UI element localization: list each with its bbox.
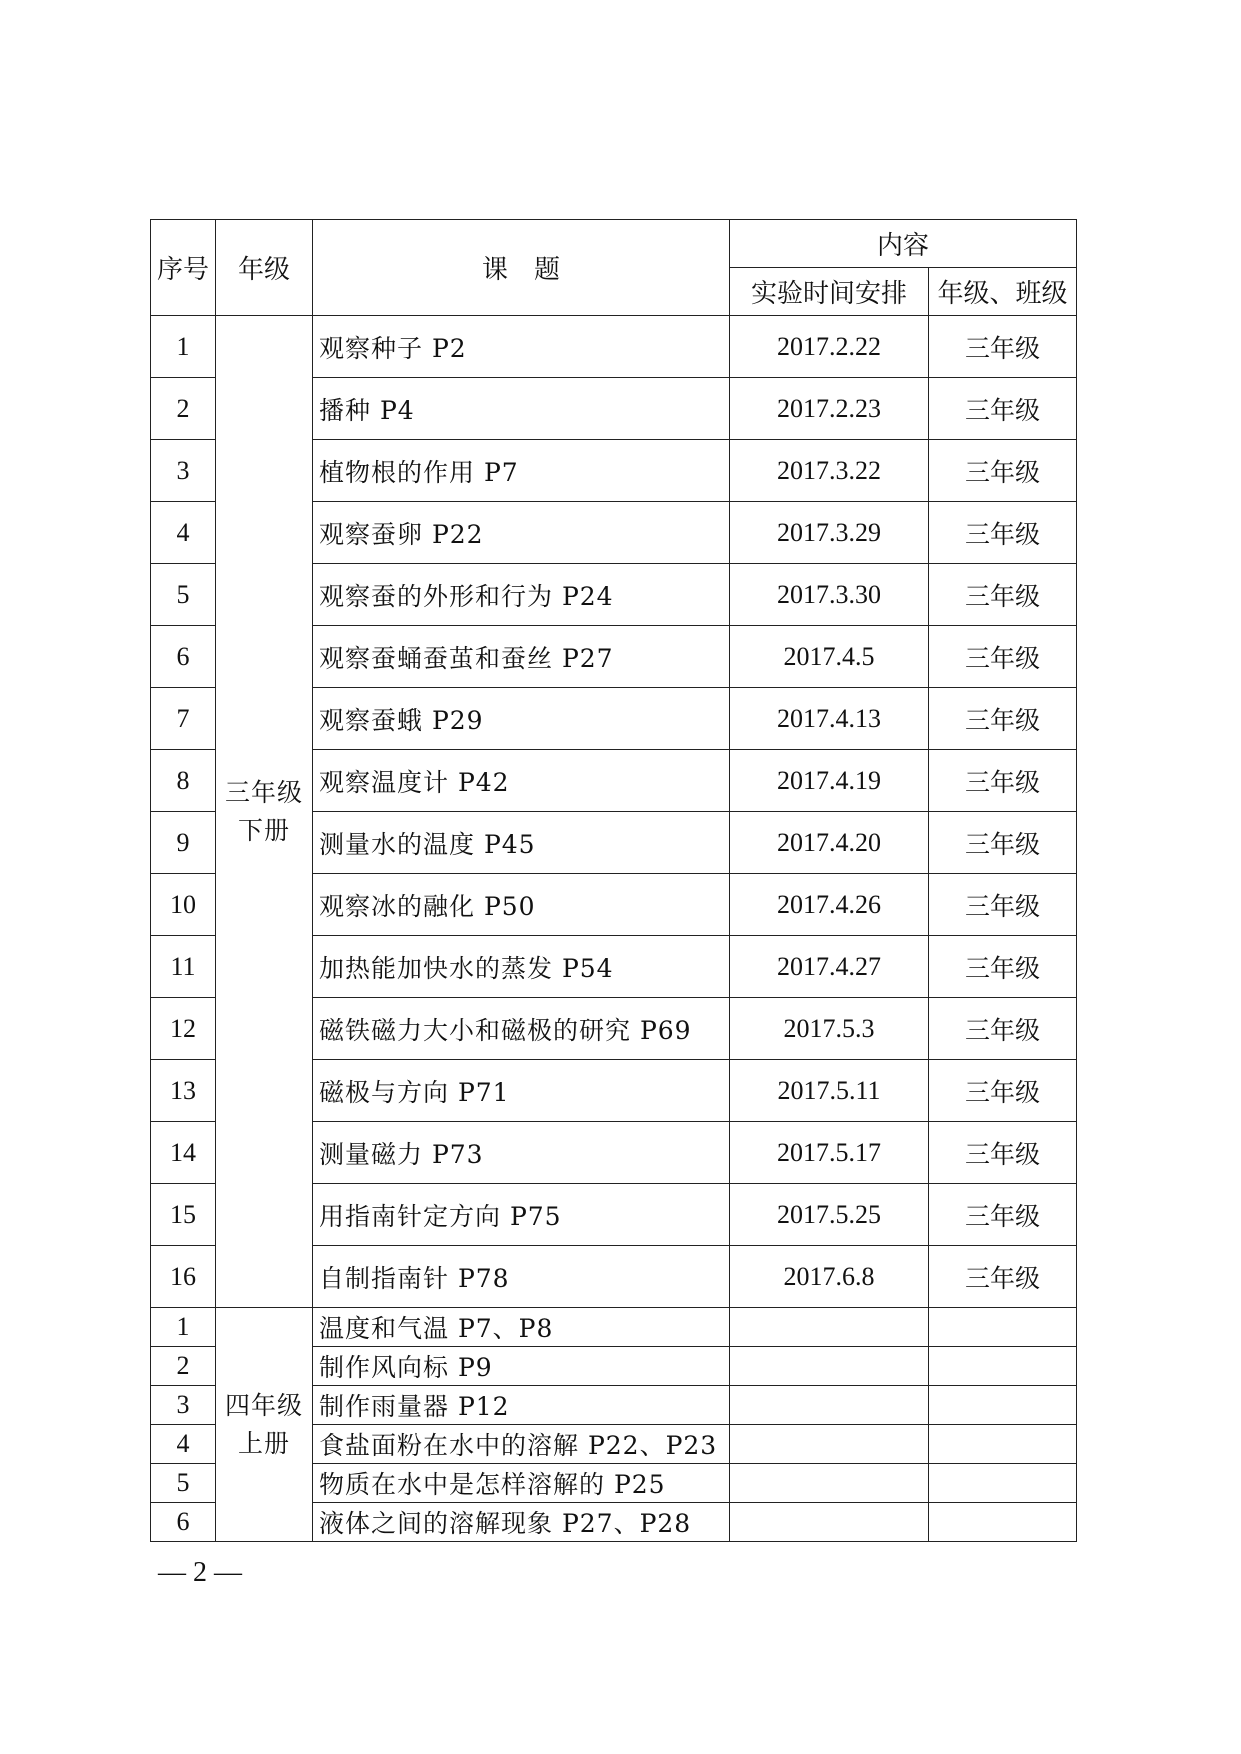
row-date [730,1503,929,1542]
row-date: 2017.3.22 [730,440,929,502]
row-class [929,1425,1077,1464]
row-date: 2017.3.30 [730,564,929,626]
row-topic: 磁铁磁力大小和磁极的研究 P69 [313,998,730,1060]
row-class: 三年级 [929,502,1077,564]
row-date: 2017.4.26 [730,874,929,936]
row-topic: 加热能加快水的蒸发 P54 [313,936,730,998]
row-date: 2017.4.13 [730,688,929,750]
row-date: 2017.6.8 [730,1246,929,1308]
row-class: 三年级 [929,378,1077,440]
row-class: 三年级 [929,316,1077,378]
row-number: 14 [151,1122,216,1184]
row-class [929,1503,1077,1542]
table-body [151,316,1077,1542]
grade-line-1: 三年级 [224,777,303,807]
row-class [929,1464,1077,1503]
row-topic: 物质在水中是怎样溶解的 P25 [313,1464,730,1503]
row-date [730,1308,929,1347]
row-class: 三年级 [929,936,1077,998]
row-date [730,1464,929,1503]
row-date [730,1425,929,1464]
row-class: 三年级 [929,1246,1077,1308]
row-number: 10 [151,874,216,936]
row-topic: 观察种子 P2 [313,316,730,378]
row-topic: 温度和气温 P7、P8 [313,1308,730,1347]
row-number: 4 [151,502,216,564]
row-number: 8 [151,750,216,812]
row-class: 三年级 [929,564,1077,626]
row-class: 三年级 [929,1122,1077,1184]
grade-cell [216,316,313,1308]
row-topic: 观察蚕卵 P22 [313,502,730,564]
row-number: 6 [151,1503,216,1542]
row-class: 三年级 [929,812,1077,874]
row-number: 1 [151,316,216,378]
header-grade: 年级 [216,220,313,316]
row-number: 12 [151,998,216,1060]
row-topic: 测量水的温度 P45 [313,812,730,874]
row-topic: 观察蚕蛹蚕茧和蚕丝 P27 [313,626,730,688]
row-date: 2017.5.17 [730,1122,929,1184]
row-number: 2 [151,1347,216,1386]
row-date: 2017.4.19 [730,750,929,812]
row-number: 1 [151,1308,216,1347]
header-seq: 序号 [151,220,216,316]
row-number: 2 [151,378,216,440]
row-topic: 播种 P4 [313,378,730,440]
row-class: 三年级 [929,1060,1077,1122]
row-class: 三年级 [929,874,1077,936]
header-topic: 课 题 [313,220,730,316]
row-topic: 观察蚕的外形和行为 P24 [313,564,730,626]
row-number: 13 [151,1060,216,1122]
row-topic: 用指南针定方向 P75 [313,1184,730,1246]
row-class [929,1308,1077,1347]
header-content: 内容 [730,220,1077,268]
grade-line-1: 四年级 [224,1390,303,1420]
row-class: 三年级 [929,1184,1077,1246]
row-class [929,1386,1077,1425]
row-topic: 测量磁力 P73 [313,1122,730,1184]
row-topic: 植物根的作用 P7 [313,440,730,502]
row-number: 9 [151,812,216,874]
row-topic: 制作风向标 P9 [313,1347,730,1386]
table-row [151,1308,1077,1347]
row-date: 2017.4.27 [730,936,929,998]
row-date: 2017.2.23 [730,378,929,440]
row-number: 5 [151,564,216,626]
row-topic: 液体之间的溶解现象 P27、P28 [313,1503,730,1542]
row-class [929,1347,1077,1386]
row-class: 三年级 [929,688,1077,750]
row-topic: 制作雨量器 P12 [313,1386,730,1425]
row-class: 三年级 [929,998,1077,1060]
experiment-schedule-table [150,219,1077,1542]
row-number: 3 [151,440,216,502]
row-topic: 磁极与方向 P71 [313,1060,730,1122]
row-date: 2017.2.22 [730,316,929,378]
row-class: 三年级 [929,750,1077,812]
row-date [730,1386,929,1425]
row-number: 3 [151,1386,216,1425]
row-date: 2017.4.20 [730,812,929,874]
row-date: 2017.4.5 [730,626,929,688]
row-number: 16 [151,1246,216,1308]
grade-line-2: 上册 [237,1428,290,1458]
page-number: — 2 — [158,1557,242,1588]
row-number: 15 [151,1184,216,1246]
row-date: 2017.5.11 [730,1060,929,1122]
row-date: 2017.5.25 [730,1184,929,1246]
header-grade-class: 年级、班级 [929,268,1077,316]
grade-cell [216,1308,313,1542]
row-number: 6 [151,626,216,688]
row-topic: 观察温度计 P42 [313,750,730,812]
row-class: 三年级 [929,440,1077,502]
row-date [730,1347,929,1386]
table-header [151,220,1077,316]
row-number: 7 [151,688,216,750]
row-class: 三年级 [929,626,1077,688]
row-number: 4 [151,1425,216,1464]
grade-line-2: 下册 [237,815,290,845]
row-topic: 自制指南针 P78 [313,1246,730,1308]
row-date: 2017.5.3 [730,998,929,1060]
table-row [151,316,1077,378]
row-number: 5 [151,1464,216,1503]
row-topic: 观察冰的融化 P50 [313,874,730,936]
row-topic: 食盐面粉在水中的溶解 P22、P23 [313,1425,730,1464]
row-topic: 观察蚕蛾 P29 [313,688,730,750]
header-schedule: 实验时间安排 [730,268,929,316]
row-number: 11 [151,936,216,998]
row-date: 2017.3.29 [730,502,929,564]
